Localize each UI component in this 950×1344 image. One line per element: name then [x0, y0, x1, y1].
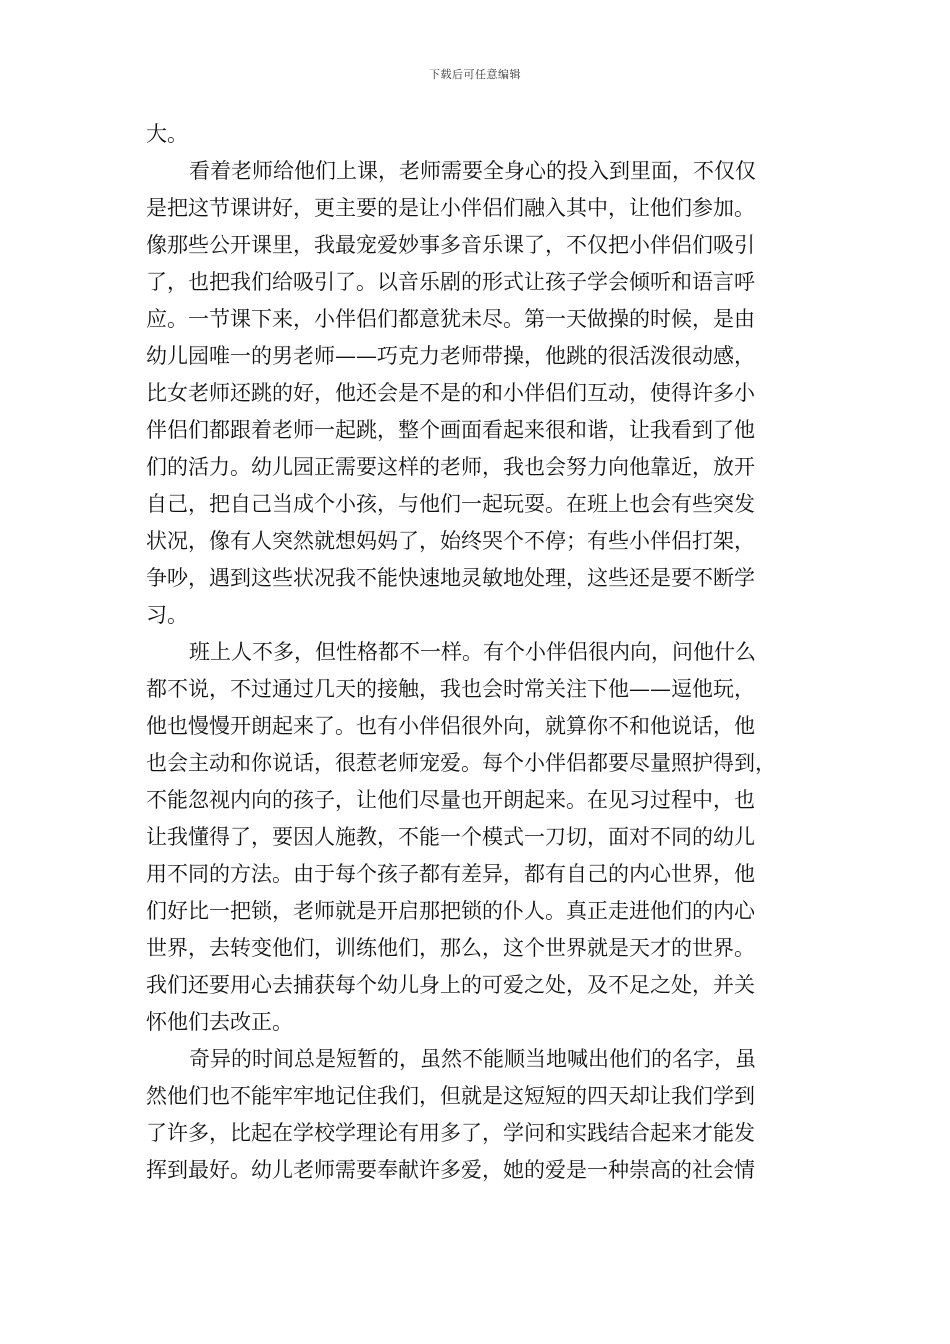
- page-header-note: 下载后可任意编辑: [429, 68, 521, 81]
- text-line: 了许多，比起在学校学理论有用多了，学问和实践结合起来才能发: [146, 1121, 755, 1145]
- text-line: 他也慢慢开朗起来了。也有小伴侣很外向，就算你不和他说话，他: [146, 714, 755, 738]
- text-line: 像那些公开课里，我最宠爱妙事多音乐课了，不仅把小伴侣们吸引: [146, 233, 755, 257]
- text-line: 自己，把自己当成个小孩，与他们一起玩耍。在班上也会有些突发: [146, 492, 755, 516]
- text-line: 伴侣们都跟着老师一起跳，整个画面看起来很和谐，让我看到了他: [146, 418, 755, 442]
- paragraph-first-line: 班上人不多，但性格都不一样。有个小伴侣很内向，问他什么: [189, 640, 756, 664]
- text-line: 们的活力。幼儿园正需要这样的老师，我也会努力向他靠近，放开: [146, 455, 755, 479]
- text-line: 争吵，遇到这些状况我不能快速地灵敏地处理，这些还是要不断学: [146, 566, 755, 590]
- paragraph-first-line: 看着老师给他们上课，老师需要全身心的投入到里面，不仅仅: [189, 159, 756, 183]
- text-line: 怀他们去改正。: [146, 1010, 293, 1034]
- text-line: 应。一节课下来，小伴侣们都意犹未尽。第一天做操的时候，是由: [146, 307, 755, 331]
- text-line: 让我懂得了，要因人施教，不能一个模式一刀切，面对不同的幼儿: [146, 825, 755, 849]
- text-line: 大。: [146, 122, 188, 146]
- text-line: 也会主动和你说话，很惹老师宠爱。每个小伴侣都要尽量照护得到，: [146, 751, 776, 775]
- text-line: 世界，去转变他们，训练他们，那么，这个世界就是天才的世界。: [146, 936, 755, 960]
- text-line: 然他们也不能牢牢地记住我们，但就是这短短的四天却让我们学到: [146, 1084, 755, 1108]
- text-line: 用不同的方法。由于每个孩子都有差异，都有自己的内心世界，他: [146, 862, 755, 886]
- text-line: 幼儿园唯一的男老师——巧克力老师带操，他跳的很活泼很动感，: [146, 344, 755, 368]
- text-line: 是把这节课讲好，更主要的是让小伴侣们融入其中，让他们参加。: [146, 196, 755, 220]
- text-line: 习。: [146, 603, 188, 627]
- document-body: [146, 116, 808, 1189]
- text-line: 我们还要用心去捕获每个幼儿身上的可爱之处，及不足之处，并关: [146, 973, 755, 997]
- text-line: 挥到最好。幼儿老师需要奉献许多爱，她的爱是一种崇高的社会情: [146, 1158, 755, 1182]
- text-line: 比女老师还跳的好，他还会是不是的和小伴侣们互动，使得许多小: [146, 381, 755, 405]
- text-line: 们好比一把锁，老师就是开启那把锁的仆人。真正走进他们的内心: [146, 899, 755, 923]
- text-line: 不能忽视内向的孩子，让他们尽量也开朗起来。在见习过程中，也: [146, 788, 755, 812]
- text-line: 都不说，不过通过几天的接触，我也会时常关注下他——逗他玩，: [146, 677, 755, 701]
- text-line: 了，也把我们给吸引了。以音乐剧的形式让孩子学会倾听和语言呼: [146, 270, 755, 294]
- text-line: 状况，像有人突然就想妈妈了，始终哭个不停；有些小伴侣打架，: [146, 529, 755, 553]
- paragraph-first-line: 奇异的时间总是短暂的，虽然不能顺当地喊出他们的名字，虽: [189, 1047, 756, 1071]
